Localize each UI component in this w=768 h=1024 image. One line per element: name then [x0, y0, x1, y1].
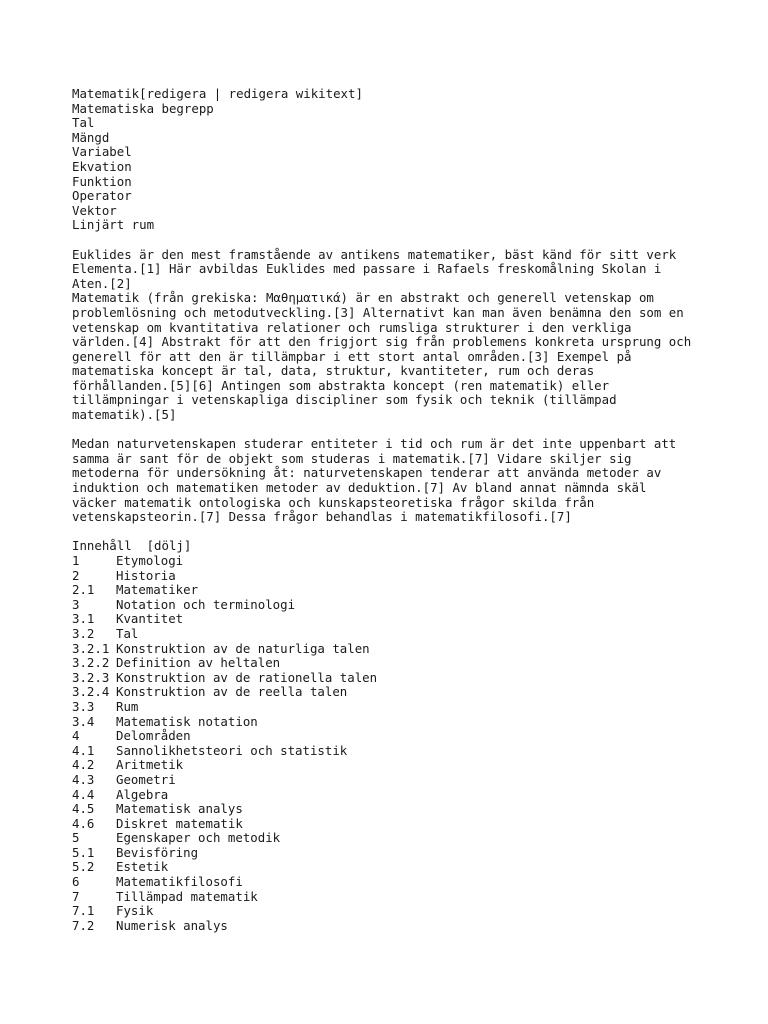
text-line: matematik).[5] [72, 407, 177, 423]
toc-item-number: 6 [72, 874, 80, 890]
text-line: induktion och matematiken metoder av deduktion.[7] Av bland annat nämnda skäl [72, 480, 647, 496]
text-line: metoderna för undersökning åt: naturvetenskapen tenderar att använda metoder av [72, 465, 662, 481]
toc-item-title[interactable]: Fysik [116, 903, 154, 919]
toc-item-number: 3.4 [72, 713, 95, 729]
text-line: vetenskap om kvantitativa relationer och rumsliga strukturer i den verkliga [72, 319, 632, 335]
table-of-contents [72, 539, 752, 933]
toc-item-title[interactable]: Delområden [116, 728, 191, 744]
toc-item-number: 3.3 [72, 698, 95, 714]
toc-item[interactable] [72, 875, 752, 890]
toc-item-title[interactable]: Tal [116, 625, 139, 641]
toc-item-title[interactable]: Konstruktion av de reella talen [116, 684, 348, 700]
toc-item-number: 4.3 [72, 771, 95, 787]
toc-item-title[interactable]: Etymologi [116, 553, 184, 568]
toc-item-number: 7 [72, 888, 80, 904]
text-line: samma är sant för de objekt som studeras i matematik.[7] Vidare skiljer sig [72, 450, 632, 466]
toc-item-number: 7.2 [72, 917, 95, 933]
toc-item-number: 3.1 [72, 611, 95, 627]
toc-item-number: 2.1 [72, 582, 95, 598]
toc-list [72, 554, 752, 933]
toc-item-title[interactable]: Sannolikhetsteori och statistik [116, 742, 348, 758]
toc-item-number: 4.6 [72, 815, 95, 831]
toc-item[interactable] [72, 846, 752, 861]
toc-item[interactable] [72, 758, 752, 773]
intro-paragraph [72, 248, 752, 423]
toc-heading: Innehåll [dölj] [72, 538, 192, 554]
toc-item-title[interactable]: Bevisföring [116, 844, 199, 860]
toc-item[interactable] [72, 554, 752, 569]
toc-item[interactable] [72, 860, 752, 875]
text-line: Elementa.[1] Här avbildas Euklides med passare i Rafaels freskomålning Skolan i [72, 261, 662, 277]
toc-item[interactable] [72, 700, 752, 715]
concept-item: Mängd [72, 129, 110, 145]
toc-item-number: 5.2 [72, 859, 95, 875]
toc-item-title[interactable]: Tillämpad matematik [116, 888, 258, 904]
text-line: Aten.[2] [72, 275, 132, 291]
toc-item-number: 3.2.2 [72, 655, 110, 671]
toc-item-number: 2 [72, 567, 80, 583]
toc-item-title[interactable]: Numerisk analys [116, 917, 228, 933]
toc-item-number: 7.1 [72, 903, 95, 919]
second-paragraph [72, 437, 752, 525]
text-line: Euklides är den mest framstående av antikens matematiker, bäst känd för sitt verk [72, 246, 677, 262]
text-line: tillämpningar i vetenskapliga discipliner som fysik och teknik (tillämpad [72, 392, 617, 408]
text-line: matematiska koncept är tal, data, struktur, kvantiteter, rum och deras [72, 363, 595, 379]
toc-item-number: 4.2 [72, 757, 95, 773]
toc-item[interactable] [72, 642, 752, 657]
toc-item-number: 4.4 [72, 786, 95, 802]
text-line: Medan naturvetenskapen studerar entiteter i tid och rum är det inte uppenbart att [72, 436, 677, 452]
toc-item-title[interactable]: Notation och terminologi [116, 596, 296, 612]
toc-item-number: 5 [72, 830, 80, 846]
toc-item-title[interactable]: Historia [116, 567, 176, 583]
toc-item-title[interactable]: Kvantitet [116, 611, 184, 627]
toc-item[interactable] [72, 904, 752, 919]
toc-item-number: 3 [72, 596, 80, 612]
concept-item: Tal [72, 115, 95, 131]
toc-item-number: 4 [72, 728, 80, 744]
toc-item[interactable] [72, 744, 752, 759]
toc-item[interactable] [72, 788, 752, 803]
toc-item[interactable] [72, 656, 752, 671]
toc-item[interactable] [72, 569, 752, 584]
text-line: väcker matematik ontologiska och kunskapsteoretiska frågor skilda från [72, 494, 595, 510]
toc-item-number: 3.2.1 [72, 640, 110, 656]
toc-item-number: 5.1 [72, 844, 95, 860]
toc-item-number: 3.2.3 [72, 669, 110, 685]
toc-item[interactable] [72, 671, 752, 686]
toc-item[interactable] [72, 612, 752, 627]
toc-item[interactable] [72, 583, 752, 598]
toc-item[interactable] [72, 715, 752, 730]
text-line: vetenskapsteorin.[7] Dessa frågor behandlas i matematikfilosofi.[7] [72, 509, 572, 525]
toc-item[interactable] [72, 685, 752, 700]
toc-item-title[interactable]: Matematisk notation [116, 713, 258, 729]
toc-item[interactable] [72, 627, 752, 642]
spacer [72, 423, 752, 438]
toc-item-number: 3.2.4 [72, 684, 110, 700]
toc-item[interactable] [72, 890, 752, 905]
concept-item: Funktion [72, 173, 132, 189]
toc-item-number: 4.5 [72, 801, 95, 817]
header-block [72, 87, 752, 233]
concept-item: Ekvation [72, 158, 132, 174]
text-line: problemlösning och metodutveckling.[3] Alternativt kan man även benämna den som en [72, 304, 684, 320]
toc-item-title[interactable]: Konstruktion av de rationella talen [116, 669, 378, 685]
toc-item[interactable] [72, 919, 752, 934]
concept-item: Vektor [72, 202, 117, 218]
toc-item-title[interactable]: Aritmetik [116, 757, 184, 773]
toc-item-number: 1 [72, 553, 80, 568]
toc-item-title[interactable]: Algebra [116, 786, 169, 802]
toc-item[interactable] [72, 729, 752, 744]
toc-item-title[interactable]: Diskret matematik [116, 815, 243, 831]
concept-item: Linjärt rum [72, 217, 155, 233]
spacer [72, 233, 752, 248]
toc-item[interactable] [72, 802, 752, 817]
toc-item-title[interactable]: Matematikfilosofi [116, 874, 243, 890]
concept-item: Operator [72, 188, 132, 204]
document-page [72, 87, 752, 933]
toc-item-title[interactable]: Geometri [116, 771, 176, 787]
toc-item[interactable] [72, 773, 752, 788]
toc-item-number: 4.1 [72, 742, 95, 758]
toc-item[interactable] [72, 817, 752, 832]
text-line: förhållanden.[5][6] Antingen som abstrakta koncept (ren matematik) eller [72, 377, 610, 393]
toc-item[interactable] [72, 831, 752, 846]
text-line: världen.[4] Abstrakt för att den frigjort sig från problemens konkreta ursprung och [72, 334, 692, 350]
toc-item[interactable] [72, 598, 752, 613]
toc-item-number: 3.2 [72, 625, 95, 641]
toc-item-title[interactable]: Egenskaper och metodik [116, 830, 281, 846]
text-line: generell för att den är tillämpbar i ett stort antal områden.[3] Exempel på [72, 348, 632, 364]
text-line: Matematik (från grekiska: Μαθηματικά) är en abstrakt och generell vetenskap om [72, 290, 654, 306]
section-heading: Matematik[redigera | redigera wikitext] [72, 86, 363, 101]
toc-item-title[interactable]: Estetik [116, 859, 169, 875]
toc-item-title[interactable]: Matematiker [116, 582, 199, 598]
concept-heading: Matematiska begrepp [72, 100, 214, 116]
concept-item: Variabel [72, 144, 132, 160]
toc-item-title[interactable]: Rum [116, 698, 139, 714]
toc-item-title[interactable]: Konstruktion av de naturliga talen [116, 640, 370, 656]
toc-item-title[interactable]: Matematisk analys [116, 801, 243, 817]
toc-item-title[interactable]: Definition av heltalen [116, 655, 281, 671]
spacer [72, 525, 752, 540]
